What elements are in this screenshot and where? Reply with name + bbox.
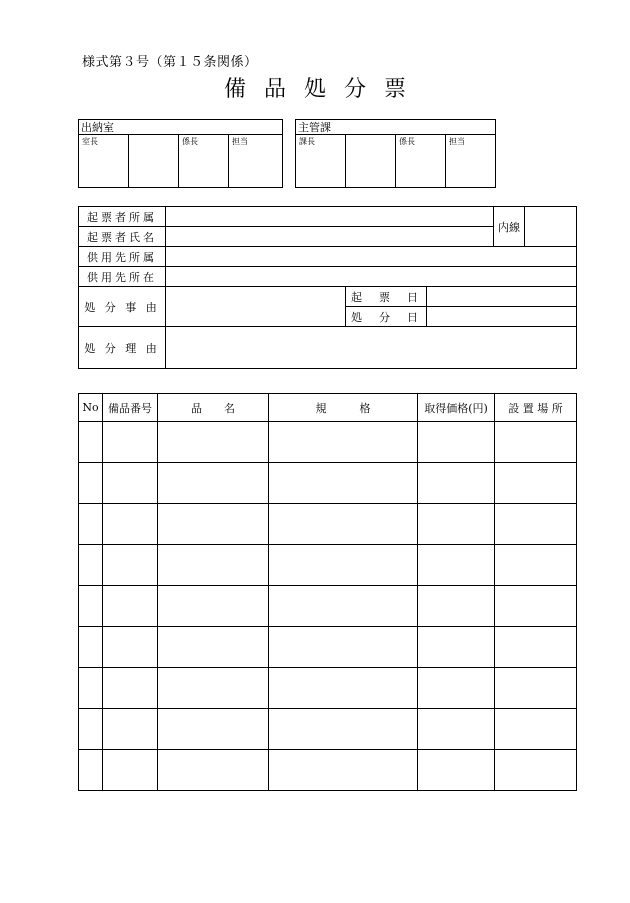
table-cell[interactable] [79, 709, 103, 750]
issuer-dept-field[interactable] [166, 207, 494, 227]
issuer-dept-label: 起票者所属 [79, 207, 166, 227]
table-cell[interactable] [495, 586, 577, 627]
table-cell[interactable] [418, 750, 495, 791]
col-header-acquisition-price: 取得価格(円) [418, 394, 495, 422]
table-cell[interactable] [103, 463, 158, 504]
table-row [79, 463, 577, 504]
title-char: 票 [384, 77, 407, 102]
disposal-reason-field[interactable] [166, 327, 577, 369]
table-cell[interactable] [495, 627, 577, 668]
issuer-name-label: 起票者氏名 [79, 227, 166, 247]
title-char: 処 [303, 77, 326, 102]
approval-stamp-cell[interactable] [346, 135, 396, 188]
table-cell[interactable] [79, 504, 103, 545]
supplied-dept-label: 供用先所属 [79, 247, 166, 267]
table-row [79, 627, 577, 668]
issue-date-field[interactable] [427, 287, 577, 307]
table-cell[interactable] [418, 463, 495, 504]
table-row [79, 668, 577, 709]
table-cell[interactable] [269, 668, 418, 709]
items-table-body [79, 422, 577, 791]
approval-stamp-cell[interactable]: 担当 [229, 135, 283, 188]
table-cell[interactable] [418, 586, 495, 627]
form-number: 様式第３号（第１５条関係） [82, 55, 258, 70]
title-char: 分 [344, 77, 367, 102]
approval-box-accounting [78, 119, 283, 188]
table-cell[interactable] [418, 422, 495, 463]
table-cell[interactable] [495, 463, 577, 504]
table-cell[interactable] [103, 627, 158, 668]
supplied-location-field[interactable] [166, 267, 577, 287]
issue-date-label: 起 票 日 [346, 287, 427, 307]
approval-stamp-cell[interactable]: 係長 [179, 135, 229, 188]
col-header-spec: 規 格 [269, 394, 418, 422]
table-cell[interactable] [418, 504, 495, 545]
table-row [79, 504, 577, 545]
approval-stamp-cell[interactable]: 課長 [296, 135, 346, 188]
table-cell[interactable] [158, 545, 269, 586]
table-cell[interactable] [495, 545, 577, 586]
items-table [78, 393, 577, 791]
table-cell[interactable] [158, 504, 269, 545]
table-cell[interactable] [79, 668, 103, 709]
approval-box-title: 出納室 [79, 120, 283, 135]
table-cell[interactable] [495, 750, 577, 791]
table-cell[interactable] [158, 627, 269, 668]
table-cell[interactable] [269, 586, 418, 627]
col-header-no: No [79, 394, 103, 422]
approval-stamp-cell[interactable]: 室長 [79, 135, 129, 188]
table-cell[interactable] [495, 504, 577, 545]
table-cell[interactable] [79, 586, 103, 627]
table-cell[interactable] [158, 750, 269, 791]
table-cell[interactable] [103, 709, 158, 750]
table-row [79, 545, 577, 586]
table-cell[interactable] [158, 422, 269, 463]
approval-stamp-cell[interactable] [129, 135, 179, 188]
table-row [79, 586, 577, 627]
table-cell[interactable] [103, 668, 158, 709]
table-cell[interactable] [269, 422, 418, 463]
table-cell[interactable] [103, 504, 158, 545]
document-title [0, 72, 630, 103]
supplied-location-label: 供用先所在 [79, 267, 166, 287]
disposal-matter-field[interactable] [166, 287, 346, 327]
table-row [79, 422, 577, 463]
table-cell[interactable] [269, 504, 418, 545]
table-cell[interactable] [269, 709, 418, 750]
table-cell[interactable] [79, 545, 103, 586]
approval-box-department [295, 119, 496, 188]
table-row [79, 709, 577, 750]
table-cell[interactable] [79, 463, 103, 504]
disposal-reason-label: 処 分 理 由 [79, 327, 166, 369]
approval-box-title: 主管課 [296, 120, 496, 135]
approval-stamp-cell[interactable]: 係長 [396, 135, 446, 188]
table-cell[interactable] [495, 709, 577, 750]
table-cell[interactable] [103, 422, 158, 463]
disposal-date-label: 処 分 日 [346, 307, 427, 327]
table-cell[interactable] [269, 627, 418, 668]
title-char: 品 [263, 77, 286, 102]
table-cell[interactable] [158, 668, 269, 709]
table-cell[interactable] [103, 750, 158, 791]
table-cell[interactable] [495, 422, 577, 463]
table-cell[interactable] [418, 709, 495, 750]
table-cell[interactable] [79, 750, 103, 791]
table-cell[interactable] [269, 545, 418, 586]
disposal-matter-label: 処 分 事 由 [79, 287, 166, 327]
table-cell[interactable] [269, 750, 418, 791]
col-header-location: 設 置 場 所 [495, 394, 577, 422]
disposal-date-field[interactable] [427, 307, 577, 327]
table-cell[interactable] [158, 586, 269, 627]
col-header-item-name: 品 名 [158, 394, 269, 422]
extension-label: 内線 [494, 207, 525, 247]
table-cell[interactable] [418, 545, 495, 586]
table-cell[interactable] [103, 586, 158, 627]
table-cell[interactable] [79, 422, 103, 463]
table-cell[interactable] [103, 545, 158, 586]
table-cell[interactable] [79, 627, 103, 668]
table-row [79, 750, 577, 791]
extension-field[interactable] [525, 207, 577, 247]
table-cell[interactable] [418, 668, 495, 709]
title-char: 備 [223, 77, 246, 102]
disposal-info-table [78, 206, 577, 369]
table-cell[interactable] [418, 627, 495, 668]
col-header-asset-number: 備品番号 [103, 394, 158, 422]
table-cell[interactable] [158, 463, 269, 504]
issuer-name-field[interactable] [166, 227, 494, 247]
table-cell[interactable] [269, 463, 418, 504]
approval-stamp-cell[interactable]: 担当 [446, 135, 496, 188]
table-cell[interactable] [495, 668, 577, 709]
supplied-dept-field[interactable] [166, 247, 577, 267]
table-cell[interactable] [158, 709, 269, 750]
